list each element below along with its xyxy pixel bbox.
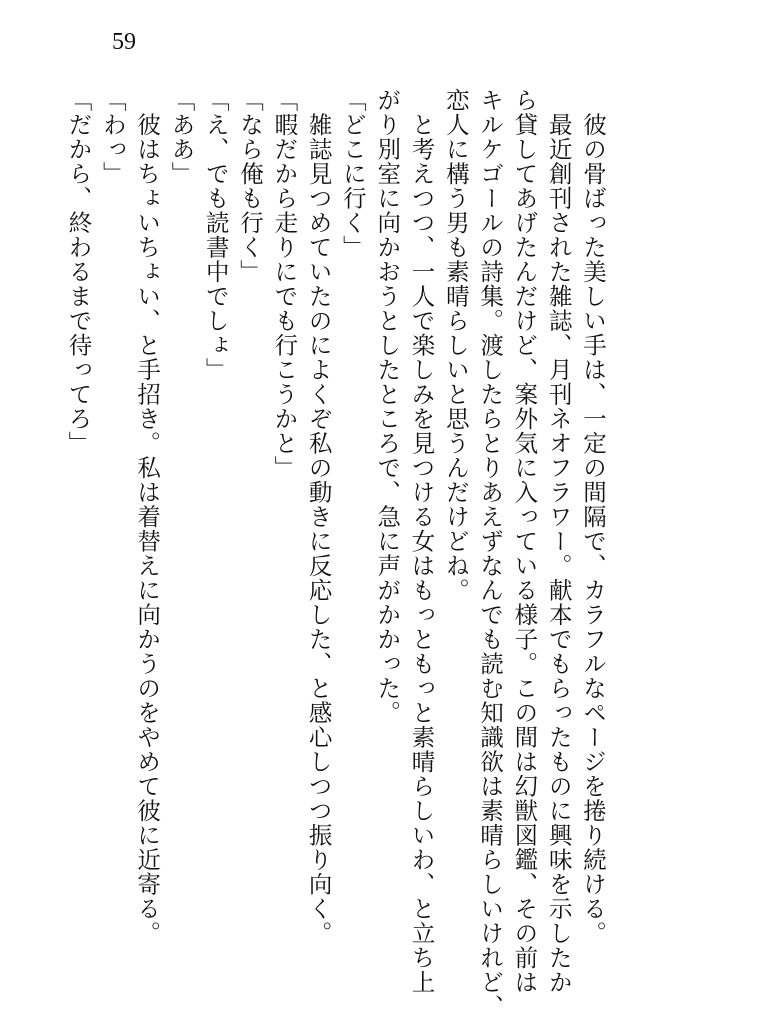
text-line: 彼の骨ばった美しい手は、一定の間隔で、カラフルなページを捲り続ける。 <box>579 88 607 946</box>
text-line: がり別室に向かおうとしたところで、急に声がかかった。 <box>373 88 402 725</box>
text-line: 最近創刊された雑誌、月刊ネオフラワー。献本でもらったものに興味を示したか <box>544 88 573 995</box>
text-line: ら貸してあげたんだけど、案外気に入っている様子。この間は幻獣図鑑、その前は <box>510 88 539 995</box>
page-number: 59 <box>112 29 136 55</box>
text-line: キルケゴールの詩集。渡したらとりあえずなんでも読む知識欲は素晴らしいけれど、 <box>476 88 505 1019</box>
text-line: 「ああ」 <box>167 88 196 186</box>
text-line: 「え、でも読書中でしょ」 <box>201 88 230 382</box>
text-line: 「どこに行く」 <box>338 88 367 260</box>
text-line: と考えつつ、一人で楽しみを見つける女はもっともっと素晴らしいわ、と立ち上 <box>407 88 436 995</box>
text-line: 「暇だから走りにでも行こうかと」 <box>270 88 299 480</box>
text-line: 「なら俺も行く」 <box>236 88 265 284</box>
text-line: 恋人に構う男も素晴らしいと思うんだけどね。 <box>441 88 470 603</box>
text-line: 「わっ」 <box>98 88 127 186</box>
text-line: 「だから、終わるまで待ってろ」 <box>64 88 93 456</box>
text-line: 彼はちょいちょい、と手招き。私は着替えに向かうのをやめて彼に近寄る。 <box>133 88 162 946</box>
body-text <box>61 88 610 1019</box>
text-line: 雑誌見つめていたのによくぞ私の動きに反応した、と感心しつつ振り向く。 <box>304 88 333 946</box>
